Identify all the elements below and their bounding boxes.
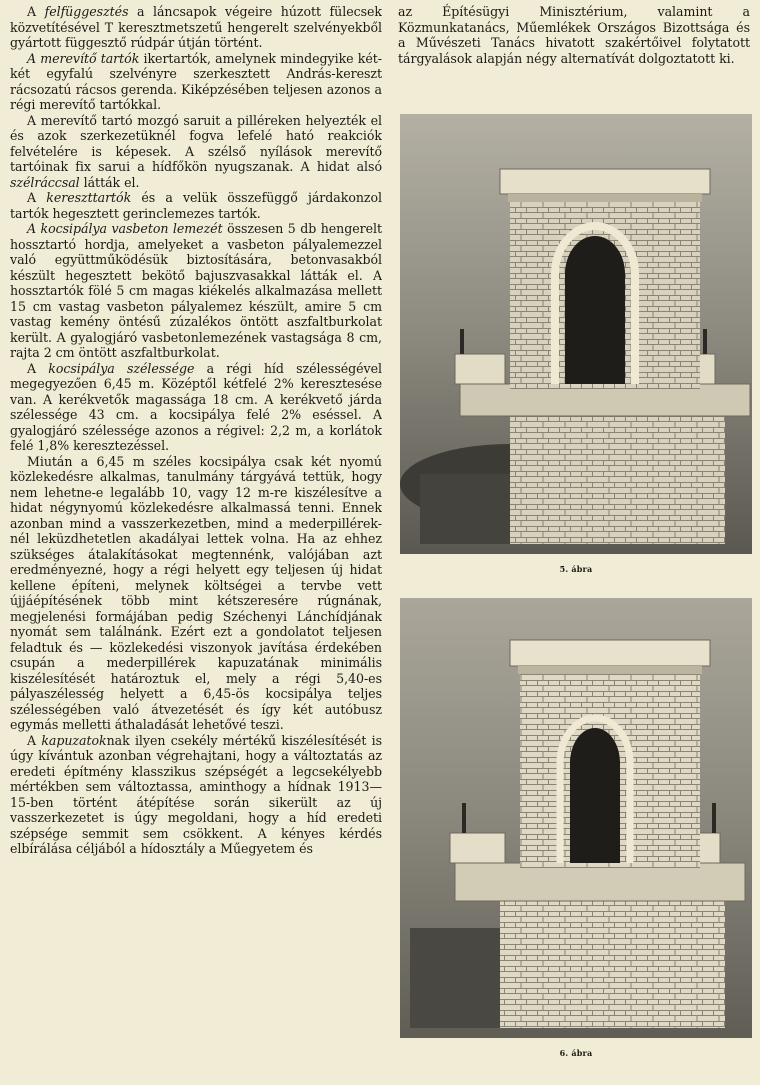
figure-6	[400, 598, 752, 1058]
right-paragraph: az Építésügyi Minisztérium, valamint a Közmunkatanács, Műemlékek Országos Bizottsága és a Művészeti Tanács hivatott szakértőivel folytatott tárgyalások alapján négy alternatívát dolgoztatott ki.	[398, 4, 750, 66]
figure-5	[400, 114, 752, 574]
paragraph-4: A kereszttartók és a velük összefüggő járdakonzol tartók hegesztett gerinclemezes tartók.	[10, 190, 382, 221]
right-text-column	[398, 4, 750, 66]
paragraph-3: A merevítő tartó mozgó saruit a pilléreken helyezték el és azok szerkezetüknél fogva lefelé ható reakciók felvételére is képesek. A szélső nyílások merevítő tartóinak fix sarui a hídfőkön nyugszanak. A hidat alsó szélráccsal látták el.	[10, 112, 382, 190]
pier-gate-model-photo	[400, 114, 752, 554]
paragraph-7: Miután a 6,45 m széles kocsipálya csak két nyomú közlekedésre alkalmas, tanulmány tárgyává tettük, hogy nem lehetne-e legalább 10, vagy 12 m-re kiszélesítve a hidat négynyomú közlekedésre alkalmassá tenni. Ennek azonban mind a vasszerkezetben, mind a mederpillérek-nél leküzdhetetlen akadályai lettek volna. Ha az ehhez szükséges átalakításokat megtennénk, valójában azt eredményezné, hogy a régi helyett egy teljesen új hidat kellene építeni, melynek költségei a tervbe vett újjáépítésének több mint kétszeresére rúgnának, megjelenési formájában pedig Széchenyi Lánchídjának nyomát sem találnánk. Ezért ezt a gondolatot teljesen feladtuk és — közlekedési viszonyok javítása érdekében csupán a mederpillérek kapuzatának minimális kiszélesítését határoztuk el, mely a régi 5,40-es pályaszélesség helyett a 6,45-ös kocsipálya teljes szélességében való átvezetését és így két autóbusz egymás melletti áthaladását lehetővé teszi.	[10, 453, 382, 732]
figure-5-caption: 5. ábra	[559, 564, 593, 574]
paragraph-8: A kapuzatoknak ilyen csekély mértékű kiszélesítését is úgy kívántuk azonban végrehajtani, hogy a változtatás az eredeti építmény klasszikus szépségét a legcsekélyebb mértékben sem változtassa, aminthogy a hídnak 1913—15-ben történt átépítése során sikerült az új vasszerkezetet is úgy megoldani, hogy a híd eredeti szépsége semmit sem csökkent. A kényes kérdés elbírálása céljából a hídosztály a Műegyetem és	[10, 732, 382, 856]
paragraph-5: A kocsipálya vasbeton lemezét összesen 5 db hengerelt hossztartó hordja, amelyeket a vasbeton pályalemezzel való együttműködésük biztosítására, betonvasakból készült hegesztett bekötő bajuszvasakkal látták el. A hossztartók fölé 5 cm magas kiékelés alkalmazása mellett 15 cm vastag vasbeton pályalemez készült, amire 5 cm vastag kemény öntésű zúzalékos öntött aszfaltburkolat került. A gyalogjáró vasbetonlemezének vastagsága 8 cm, rajta 2 cm öntött aszfaltburkolat.	[10, 221, 382, 360]
paragraph-1: A felfüggesztés a láncsapok végeire húzott fülecsek közvetítésével T keresztmetszetű hengerelt szelvényekből gyártott függesztő rúdpár útján történt.	[10, 4, 382, 50]
paragraph-6: A kocsipálya szélessége a régi híd szélességével megegyezően 6,45 m. Középtől kétfelé 2% keresztesése van. A kerékvetők magassága 18 cm. A kerékvető járda szélessége 43 cm. a kocsipálya felé 2% eséssel. A gyalogjáró szélessége azonos a régivel: 2,2 m, a korlátok felé 1,8% keresztezéssel.	[10, 360, 382, 453]
left-text-column	[10, 4, 382, 1082]
figure-6-caption: 6. ábra	[559, 1048, 593, 1058]
pier-gate-model-photo	[400, 598, 752, 1038]
paragraph-2: A merevítő tartók ikertartók, amelynek mindegyike két-két egyfalú szelvényre szerkesztett András-kereszt rácsozatú rácsos gerenda. Kiképzésében teljesen azonos a régi merevítő tartókkal.	[10, 50, 382, 112]
